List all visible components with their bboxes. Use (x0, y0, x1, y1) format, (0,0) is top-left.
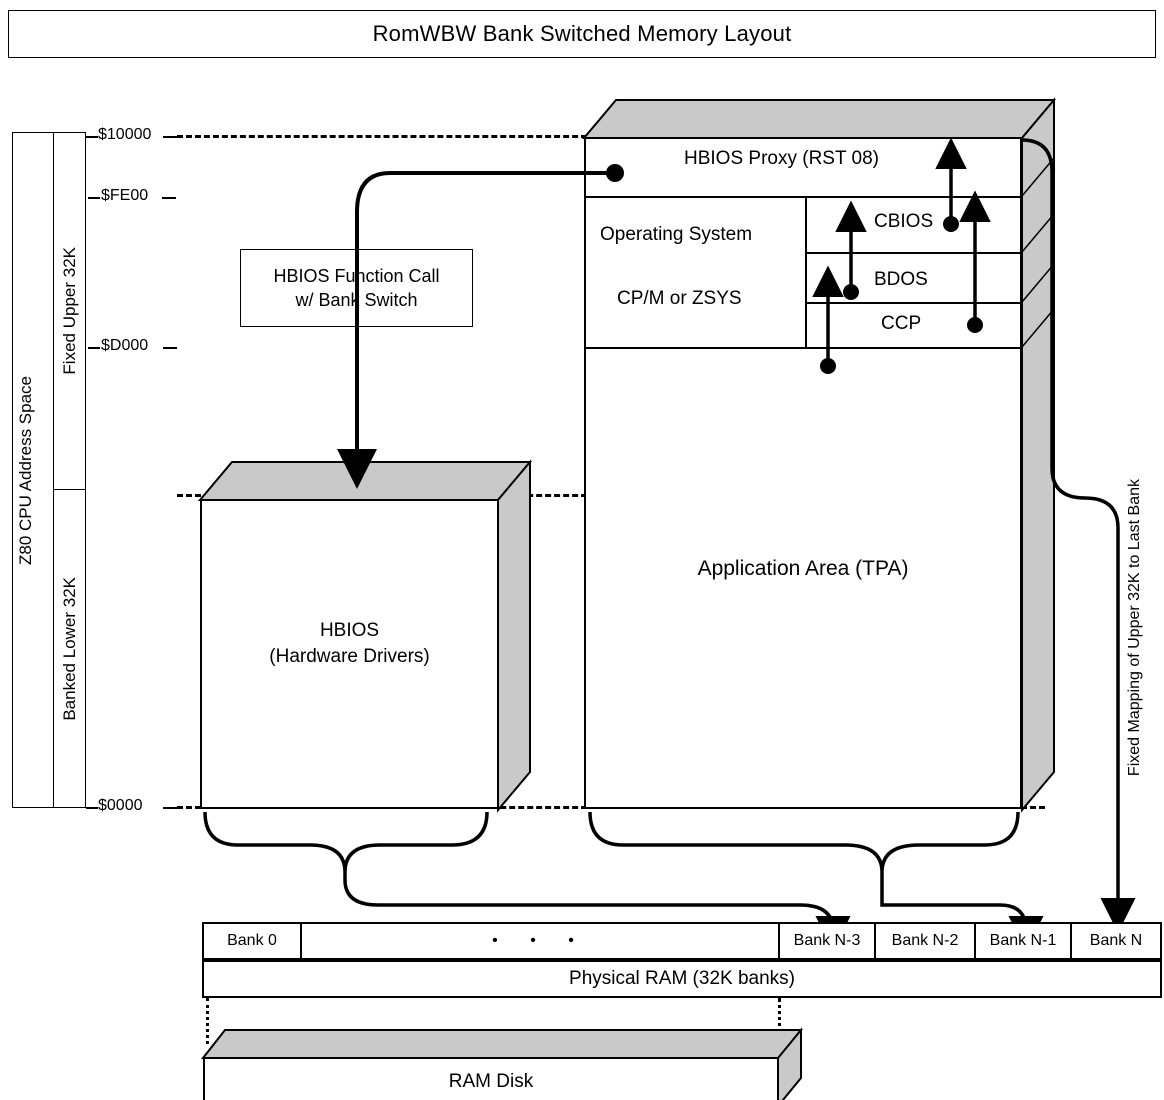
ccp-label: CCP (881, 313, 922, 334)
bdos-label: BDOS (874, 269, 928, 290)
app-brace (590, 812, 1018, 872)
band-banked-lower-label: Banked Lower 32K (60, 577, 79, 721)
ramdisk-top-face (203, 1030, 803, 1060)
cbios-dot (943, 216, 959, 232)
hbios-box-line1: HBIOS (319, 620, 380, 641)
band-fixed-upper-label: Fixed Upper 32K (60, 246, 79, 375)
addr-tick-0000: $0000 (98, 797, 143, 814)
hbios-call-line1: HBIOS Function Call (273, 265, 440, 286)
cpm-zsys-label: CP/M or ZSYS (617, 288, 742, 309)
cbios-label: CBIOS (874, 211, 934, 232)
upper32k-to-last-bank-path (1022, 140, 1118, 912)
hbios-brace (205, 812, 487, 872)
bank-cell-n-3: Bank N-3 (780, 924, 876, 958)
hbios-box-line2: (Hardware Drivers) (269, 646, 430, 667)
addr-tick-D000: $D000 (101, 337, 149, 354)
bank-cell-n-1: Bank N-1 (976, 924, 1072, 958)
right-side-label (1118, 428, 1152, 828)
page-title: RomWBW Bank Switched Memory Layout (372, 21, 792, 46)
bank-cell-n: Bank N (1089, 932, 1143, 949)
hbios-proxy-label: HBIOS Proxy (RST 08) (684, 148, 879, 169)
tpa-label: Application Area (TPA) (697, 557, 909, 580)
hbios-call-path (357, 173, 612, 465)
addr-tick-10000: $10000 (98, 126, 152, 143)
bank-strip (202, 922, 1162, 960)
physical-ram-label: Physical RAM (32K banks) (569, 968, 795, 989)
operating-system-label: Operating System (600, 224, 753, 245)
hbios-proxy-endpoint-dot (606, 164, 624, 182)
right-side-label-text: Fixed Mapping of Upper 32K to Last Bank (1126, 479, 1143, 777)
address-space-axis-label-text: Z80 CPU Address Space (16, 375, 35, 565)
ccp-dot (967, 317, 983, 333)
addr-tick-FE00: $FE00 (101, 187, 149, 204)
ramdisk-box (203, 1057, 779, 1100)
ramdisk-dotted-right (778, 998, 781, 1034)
bank-cell-0: Bank 0 (204, 924, 302, 958)
ramdisk-label: RAM Disk (448, 1070, 534, 1092)
bank-cell-ellipsis: • • • (302, 924, 780, 958)
bank-cell-n-2: Bank N-2 (876, 924, 976, 958)
bdos-dot (843, 284, 859, 300)
tpa-dot (820, 358, 836, 374)
hbios-call-line2: w/ Bank Switch (295, 290, 418, 310)
physical-ram-bar (202, 960, 1162, 998)
